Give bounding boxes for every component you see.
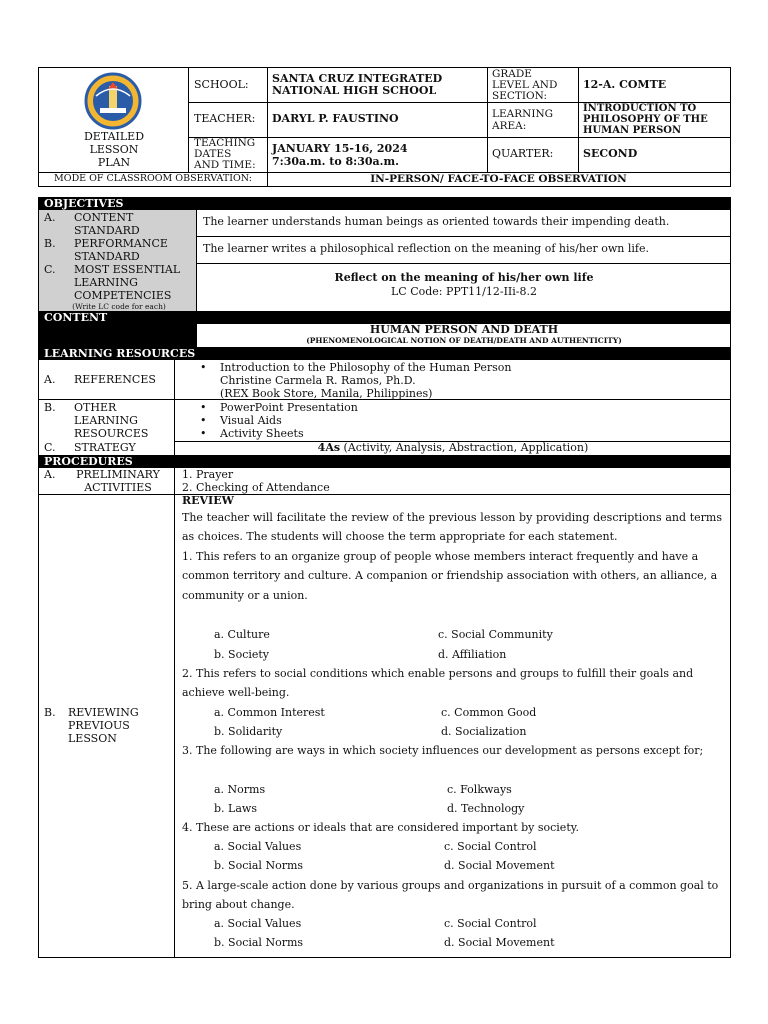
school-value: SANTA CRUZ INTEGRATED NATIONAL HIGH SCHOOL [267,67,488,103]
mode-value: IN-PERSON/ FACE-TO-FACE OBSERVATION [267,172,731,187]
performance-standard-label: B. PERFORMANCE STANDARD [44,237,168,263]
question-5: 5. A large-scale action done by various groups and organizations in pursuit of a common goal to bring about change. [182,879,719,912]
q5-option-b: b. Social Norms [214,936,304,949]
melc-note: (Write LC code for each) [72,302,166,311]
school-label: SCHOOL: [188,67,268,103]
grade-label: GRADE LEVEL AND SECTION: [487,67,579,103]
content-text: HUMAN PERSON AND DEATH (PHENOMENOLOGICAL NOTION OF DEATH/DEATH AND AUTHENTICITY) [306,323,622,345]
question-1: 1. This refers to an organize group of people whose members interact frequently and have a common territory and culture. A companion or friendship association with others, an alliance, a community or a union. [182,549,718,602]
question-3: 3. The following are ways in which society influences our development as persons except for; [182,744,704,757]
question-4: 4. These are actions or ideals that are considered important by society. [182,821,579,834]
prelim-list: 1. Prayer 2. Checking of Attendance [182,468,330,494]
objectives-bar: OBJECTIVES [38,197,731,210]
teacher-label: TEACHER: [188,102,268,138]
performance-standard-text: The learner writes a philosophical reflection on the meaning of his/her own life. [197,237,731,264]
q5-option-c: c. Social Control [444,917,537,930]
q3-option-c: c. Folkways [447,783,512,796]
strategy-text: 4As (Activity, Analysis, Abstraction, Application) [317,441,589,454]
q2-option-c: c. Common Good [441,706,537,719]
q3-option-b: b. Laws [214,802,257,815]
melc-label: C. MOST ESSENTIAL LEARNING COMPETENCIES [44,263,181,302]
review-heading: REVIEW [182,494,234,507]
resources-bar: LEARNING RESOURCES [38,347,731,360]
q1-option-a: a. Culture [214,628,270,641]
q1-option-c: c. Social Community [438,628,553,641]
review-intro: The teacher will facilitate the review of the previous lesson by providing descriptions and terms as choices. The students will choose the term appropriate for each statement. [182,511,722,544]
dlp-label: DETAILED LESSON PLAN [83,130,145,169]
review-content [182,494,722,605]
references-list: • Introduction to the Philosophy of the Human Person Christine Carmela R. Ramos, Ph.D. (REX Book Store, Manila, Philippines) [198,361,511,400]
q2-option-b: b. Solidarity [214,725,283,738]
quarter-label: QUARTER: [487,137,579,173]
q3-option-d: d. Technology [447,802,525,815]
school-logo-icon [72,72,154,130]
mode-label: MODE OF CLASSROOM OBSERVATION: [38,172,268,187]
teacher-value: DARYL P. FAUSTINO [267,102,488,138]
content-standard-text: The learner understands human beings as oriented towards their impending death. [197,210,731,237]
area-value: INTRODUCTION TO PHILOSOPHY OF THE HUMAN PERSON [578,102,731,138]
q4-option-d: d. Social Movement [444,859,555,872]
grade-value: 12-A. COMTE [578,67,731,103]
melc-text: Reflect on the meaning of his/her own life LC Code: PPT11/12-IIi-8.2 [334,271,594,298]
q4-option-c: c. Social Control [444,840,537,853]
q5-option-a: a. Social Values [214,917,302,930]
q4-option-b: b. Social Norms [214,859,304,872]
dates-label: TEACHING DATES AND TIME: [188,137,268,173]
q2-option-a: a. Common Interest [214,706,325,719]
q5-option-d: d. Social Movement [444,936,555,949]
content-bar: CONTENT [38,311,731,324]
q3-option-a: a. Norms [214,783,266,796]
content-standard-label: A. CONTENT STANDARD [44,211,140,237]
question-2: 2. This refers to social conditions which enable persons and groups to fulfill their goals and achieve well-being. [182,667,694,700]
procedures-bar: PROCEDURES [38,455,731,468]
q2-option-d: d. Socialization [441,725,527,738]
q1-option-b: b. Society [214,648,270,661]
quarter-value: SECOND [578,137,731,173]
other-resources-list: • PowerPoint Presentation • Visual Aids • Activity Sheets [198,401,358,440]
q1-option-d: d. Affiliation [438,648,507,661]
content-label-cell [39,324,197,347]
q4-option-a: a. Social Values [214,840,302,853]
area-label: LEARNING AREA: [487,102,579,138]
dates-value: JANUARY 15-16, 2024 7:30a.m. to 8:30a.m. [267,137,488,173]
